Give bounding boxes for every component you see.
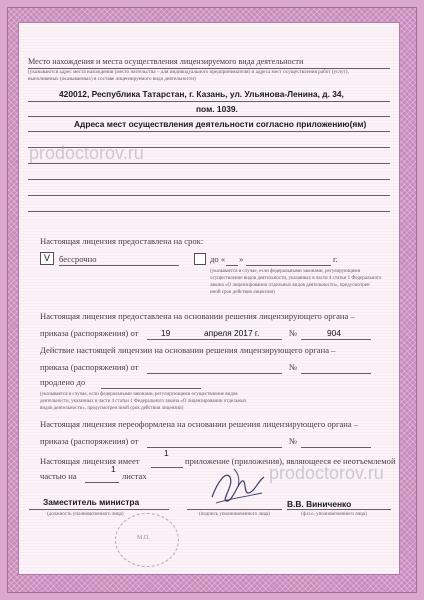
extension-prolonged-rule <box>101 388 201 389</box>
annex-count-rule <box>151 467 183 468</box>
annex-count: 1 <box>164 448 169 458</box>
until-suffix: г. <box>333 254 338 264</box>
signatory-name: В.В. Виниченко <box>287 499 352 509</box>
until-checkbox <box>194 253 206 265</box>
extension-number-label: № <box>289 362 298 372</box>
indefinite-rule <box>59 265 179 266</box>
address-line-1-rule <box>28 101 390 102</box>
basis-number-label: № <box>289 328 298 338</box>
watermark-right-middle: prodoctorov.ru <box>269 463 384 483</box>
handwritten-signature <box>204 463 274 513</box>
until-prefix: до « <box>210 254 226 264</box>
address-line-1: 420012, Республика Татарстан, г. Казань, ул. Ульянова-Ленина, д. 34, <box>59 89 344 99</box>
license-sheet <box>18 22 400 575</box>
term-note-2: осуществление видов деятельности, указанных в части 4 статьи 1 Федерального <box>210 276 382 281</box>
extension-date-rule <box>147 373 282 374</box>
basis-number: 904 <box>327 328 341 338</box>
annex-prefix: Настоящая лицензия имеет <box>40 456 140 466</box>
basis-number-rule <box>301 339 371 340</box>
reissue-number-rule <box>301 447 371 448</box>
reissue-order-label: приказа (распоряжения) от <box>40 436 139 446</box>
annex-part-prefix: частью на <box>40 471 77 481</box>
name-rule <box>287 509 391 510</box>
term-label: Настоящая лицензия предоставлена на срок: <box>40 236 204 246</box>
blank-rule-5 <box>28 211 390 212</box>
basis-line-1: Настоящая лицензия предоставлена на основании решения лицензирующего органа – <box>40 311 355 321</box>
extension-line-1: Действие настоящей лицензии на основании решения лицензирующего органа – <box>40 345 336 355</box>
basis-month-year: апреля 2017 г. <box>204 328 260 338</box>
signature-note: (подпись уполномоченного лица) <box>199 512 271 517</box>
blank-rule-3 <box>28 179 390 180</box>
address-line-2-rule <box>28 116 390 117</box>
basis-day: 19 <box>161 328 171 338</box>
address-line-2: пом. 1039. <box>196 104 238 114</box>
annex-sheets-rule <box>85 482 119 483</box>
location-note-1: (указываются адрес места нахождения (место жительства – для индивидуального предпринимателя) и адреса мест осуществления работ (услуг), <box>28 69 349 75</box>
signature-rule <box>187 509 282 510</box>
reissue-line-1: Настоящая лицензия переоформлена на основании решения лицензирующего органа – <box>40 419 359 429</box>
extension-note-1: (указывается в случае, если федеральными законами, регулирующими осуществление видов <box>40 392 238 397</box>
until-month-rule <box>246 265 331 266</box>
extension-prolonged-label: продлено до <box>40 377 86 387</box>
indefinite-label: бессрочно <box>59 254 97 264</box>
term-note-4: иной срок действия лицензии) <box>210 290 275 295</box>
annex-address-rule <box>28 131 390 132</box>
extension-number-rule <box>301 373 371 374</box>
indefinite-checkbox: V <box>40 252 54 265</box>
basis-date-rule <box>147 339 282 340</box>
reissue-number-label: № <box>289 436 298 446</box>
term-note-3: закона «О лицензировании отдельных видов деятельности», предусмотрен <box>210 283 370 288</box>
annex-part-suffix: листах <box>122 471 147 481</box>
extension-note-3: видов деятельности», предусмотрен иной срок действия лицензии) <box>40 406 184 411</box>
annex-suffix: приложение (приложения), являющееся ее неотъемлемой <box>185 456 396 466</box>
signatory-position: Заместитель министра <box>43 497 140 507</box>
name-note: (ф.и.о. уполномоченного лица) <box>301 512 367 517</box>
watermark-top-left: prodoctorov.ru <box>29 143 144 163</box>
seal-label: М.П. <box>137 535 150 541</box>
position-rule <box>29 509 169 510</box>
annex-address-line: Адреса мест осуществления деятельности согласно приложению(ям) <box>74 119 367 129</box>
until-mid: » <box>239 254 244 264</box>
location-note-2: выполняемых (оказываемых) в составе лицензируемого вида деятельности) <box>28 76 196 82</box>
location-heading: Место нахождения и места осуществления лицензируемого вида деятельности <box>28 57 304 66</box>
blank-rule-4 <box>28 195 390 196</box>
annex-sheets: 1 <box>111 464 116 474</box>
position-note: (должность уполномоченного лица) <box>47 512 124 517</box>
term-note-1: (указывается в случае, если федеральными законами, регулирующими <box>210 269 361 274</box>
basis-order-label: приказа (распоряжения) от <box>40 328 139 338</box>
extension-note-2: деятельности, указанных в части 4 статьи 1 Федерального закона «О лицензировании отдельных <box>40 399 247 404</box>
extension-order-label: приказа (распоряжения) от <box>40 362 139 372</box>
until-day-rule <box>226 265 238 266</box>
